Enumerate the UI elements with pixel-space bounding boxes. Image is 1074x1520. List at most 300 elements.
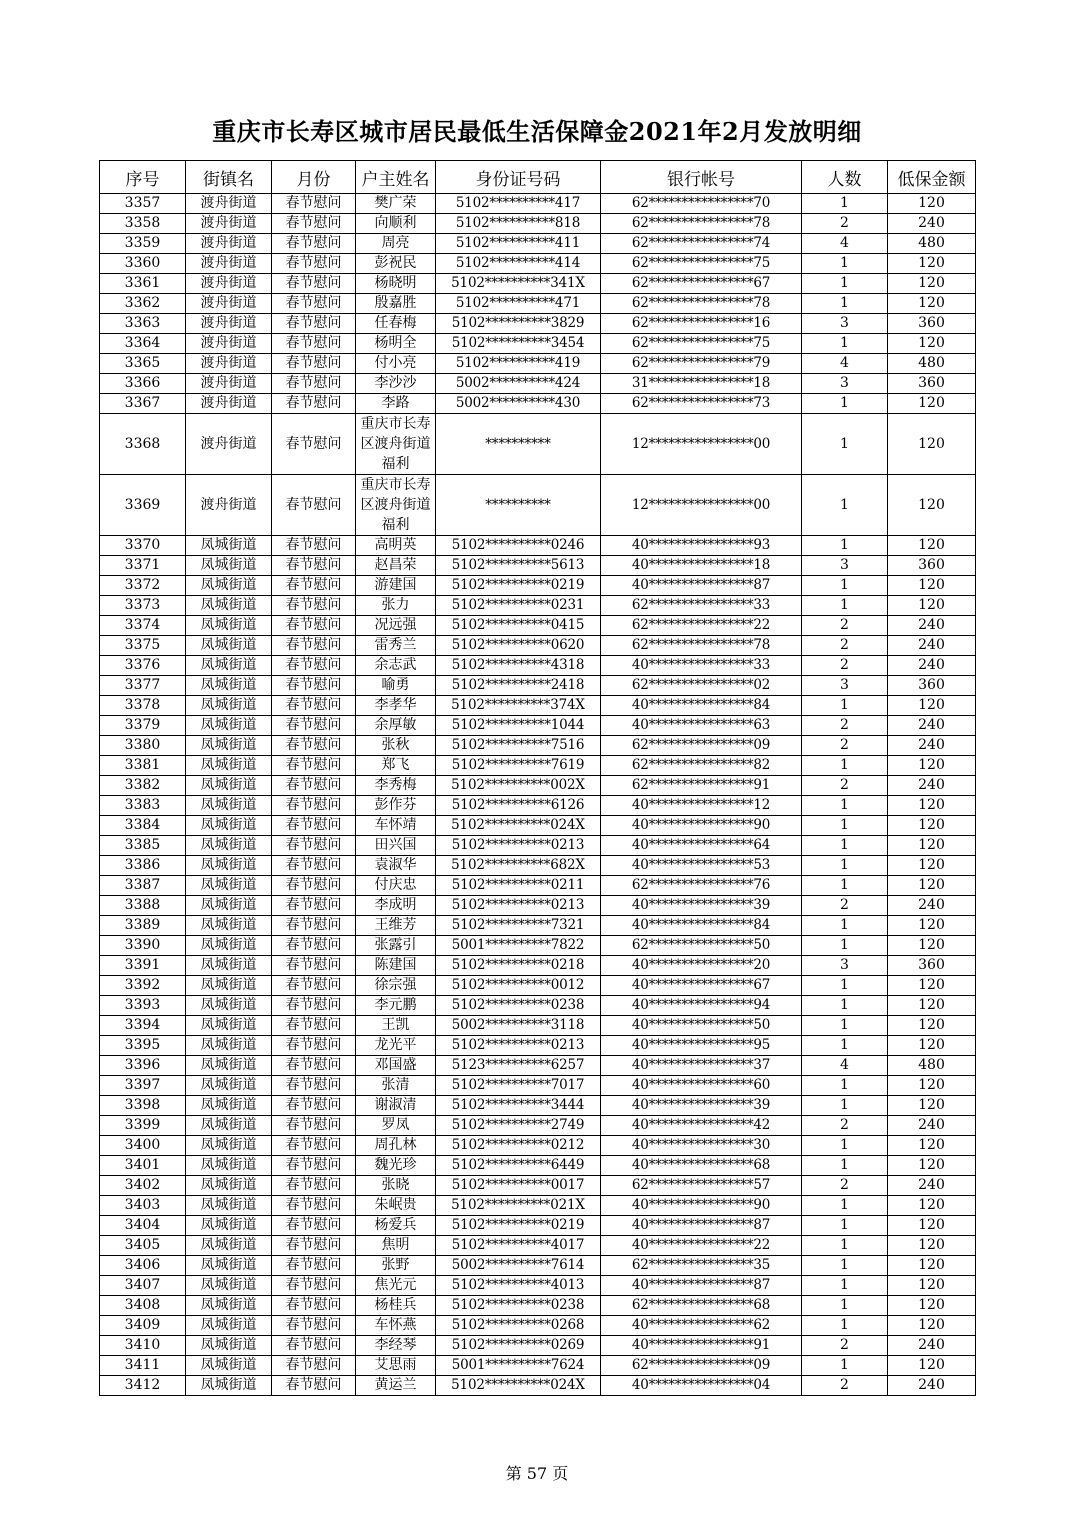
street-cell: 渡舟街道 — [186, 274, 272, 294]
householder-cell: 焦明 — [356, 1236, 436, 1256]
serial-cell: 3397 — [100, 1076, 186, 1096]
serial-cell: 3412 — [100, 1376, 186, 1396]
month-cell: 春节慰问 — [272, 1316, 356, 1336]
month-cell: 春节慰问 — [272, 274, 356, 294]
month-cell: 春节慰问 — [272, 1136, 356, 1156]
id-number-cell: 5102**********419 — [436, 354, 601, 374]
householder-cell: 任春梅 — [356, 314, 436, 334]
month-cell: 春节慰问 — [272, 1016, 356, 1036]
people-cell: 1 — [802, 1296, 888, 1316]
householder-cell: 重庆市长寿区渡舟街道福利 — [356, 414, 436, 475]
table-row — [100, 916, 976, 936]
householder-cell: 殷嘉胜 — [356, 294, 436, 314]
table-row — [100, 1076, 976, 1096]
bank-account-cell: 40****************67 — [601, 976, 802, 996]
street-cell: 渡舟街道 — [186, 254, 272, 274]
bank-account-cell: 62****************33 — [601, 596, 802, 616]
id-number-cell: 5102**********341X — [436, 274, 601, 294]
amount-cell: 120 — [888, 576, 976, 596]
month-cell: 春节慰问 — [272, 536, 356, 556]
month-cell: 春节慰问 — [272, 636, 356, 656]
amount-cell: 360 — [888, 314, 976, 334]
people-cell: 4 — [802, 1056, 888, 1076]
id-number-cell: 5102**********3454 — [436, 334, 601, 354]
street-cell: 凤城街道 — [186, 656, 272, 676]
id-number-cell: 5102**********002X — [436, 776, 601, 796]
people-cell: 2 — [802, 656, 888, 676]
serial-cell: 3402 — [100, 1176, 186, 1196]
street-cell: 渡舟街道 — [186, 374, 272, 394]
payment-table — [99, 160, 976, 1396]
month-cell: 春节慰问 — [272, 776, 356, 796]
id-number-cell: 5102**********682X — [436, 856, 601, 876]
street-cell: 凤城街道 — [186, 1056, 272, 1076]
month-cell: 春节慰问 — [272, 1296, 356, 1316]
table-row — [100, 936, 976, 956]
amount-cell: 480 — [888, 354, 976, 374]
street-cell: 凤城街道 — [186, 1236, 272, 1256]
bank-account-cell: 40****************62 — [601, 1316, 802, 1336]
month-cell: 春节慰问 — [272, 1236, 356, 1256]
amount-cell: 240 — [888, 1376, 976, 1396]
householder-cell: 李元鹏 — [356, 996, 436, 1016]
householder-cell: 李路 — [356, 394, 436, 414]
bank-account-cell: 62****************75 — [601, 254, 802, 274]
id-number-cell: 5102**********6449 — [436, 1156, 601, 1176]
table-row — [100, 294, 976, 314]
table-row — [100, 1096, 976, 1116]
householder-cell: 李经琴 — [356, 1336, 436, 1356]
bank-account-cell: 62****************70 — [601, 194, 802, 214]
serial-cell: 3366 — [100, 374, 186, 394]
serial-cell: 3392 — [100, 976, 186, 996]
id-number-cell: 5102**********0246 — [436, 536, 601, 556]
table-row — [100, 836, 976, 856]
amount-cell: 120 — [888, 1016, 976, 1036]
header-householder: 户主姓名 — [356, 161, 436, 194]
serial-cell: 3364 — [100, 334, 186, 354]
householder-cell: 张露引 — [356, 936, 436, 956]
month-cell: 春节慰问 — [272, 936, 356, 956]
amount-cell: 120 — [888, 756, 976, 776]
street-cell: 凤城街道 — [186, 716, 272, 736]
amount-cell: 120 — [888, 274, 976, 294]
amount-cell: 120 — [888, 394, 976, 414]
people-cell: 1 — [802, 996, 888, 1016]
header-people: 人数 — [802, 161, 888, 194]
table-row — [100, 696, 976, 716]
street-cell: 凤城街道 — [186, 1276, 272, 1296]
people-cell: 1 — [802, 876, 888, 896]
id-number-cell: ********** — [436, 475, 601, 536]
bank-account-cell: 40****************60 — [601, 1076, 802, 1096]
month-cell: 春节慰问 — [272, 876, 356, 896]
bank-account-cell: 62****************16 — [601, 314, 802, 334]
id-number-cell: 5102**********7619 — [436, 756, 601, 776]
amount-cell: 120 — [888, 475, 976, 536]
street-cell: 凤城街道 — [186, 1316, 272, 1336]
id-number-cell: ********** — [436, 414, 601, 475]
people-cell: 1 — [802, 194, 888, 214]
amount-cell: 120 — [888, 254, 976, 274]
page-title: 重庆市长寿区城市居民最低生活保障金2021年2月发放明细 — [212, 117, 862, 146]
householder-cell: 魏光珍 — [356, 1156, 436, 1176]
people-cell: 1 — [802, 294, 888, 314]
table-row — [100, 536, 976, 556]
id-number-cell: 5123**********6257 — [436, 1056, 601, 1076]
id-number-cell: 5102**********0213 — [436, 836, 601, 856]
month-cell: 春节慰问 — [272, 294, 356, 314]
bank-account-cell: 40****************95 — [601, 1036, 802, 1056]
people-cell: 1 — [802, 475, 888, 536]
householder-cell: 李成明 — [356, 896, 436, 916]
table-row — [100, 1256, 976, 1276]
people-cell: 2 — [802, 636, 888, 656]
month-cell: 春节慰问 — [272, 1056, 356, 1076]
amount-cell: 120 — [888, 1196, 976, 1216]
householder-cell: 杨晓明 — [356, 274, 436, 294]
bank-account-cell: 62****************76 — [601, 876, 802, 896]
bank-account-cell: 62****************09 — [601, 1356, 802, 1376]
serial-cell: 3376 — [100, 656, 186, 676]
serial-cell: 3403 — [100, 1196, 186, 1216]
id-number-cell: 5102**********0213 — [436, 1036, 601, 1056]
serial-cell: 3372 — [100, 576, 186, 596]
id-number-cell: 5102**********0269 — [436, 1336, 601, 1356]
serial-cell: 3409 — [100, 1316, 186, 1336]
street-cell: 凤城街道 — [186, 856, 272, 876]
street-cell: 凤城街道 — [186, 736, 272, 756]
id-number-cell: 5102**********0238 — [436, 996, 601, 1016]
people-cell: 1 — [802, 1276, 888, 1296]
id-number-cell: 5102**********0620 — [436, 636, 601, 656]
householder-cell: 王凯 — [356, 1016, 436, 1036]
month-cell: 春节慰问 — [272, 254, 356, 274]
table-row — [100, 616, 976, 636]
bank-account-cell: 40****************33 — [601, 656, 802, 676]
people-cell: 1 — [802, 756, 888, 776]
table-row — [100, 796, 976, 816]
street-cell: 凤城街道 — [186, 956, 272, 976]
householder-cell: 徐宗强 — [356, 976, 436, 996]
month-cell: 春节慰问 — [272, 796, 356, 816]
amount-cell: 120 — [888, 1136, 976, 1156]
month-cell: 春节慰问 — [272, 916, 356, 936]
street-cell: 凤城街道 — [186, 1296, 272, 1316]
people-cell: 2 — [802, 736, 888, 756]
id-number-cell: 5102**********024X — [436, 1376, 601, 1396]
bank-account-cell: 62****************78 — [601, 214, 802, 234]
bank-account-cell: 40****************04 — [601, 1376, 802, 1396]
month-cell: 春节慰问 — [272, 394, 356, 414]
bank-account-cell: 62****************57 — [601, 1176, 802, 1196]
month-cell: 春节慰问 — [272, 1356, 356, 1376]
people-cell: 1 — [802, 1036, 888, 1056]
table-row — [100, 1116, 976, 1136]
householder-cell: 彭祝民 — [356, 254, 436, 274]
amount-cell: 120 — [888, 816, 976, 836]
householder-cell: 赵昌荣 — [356, 556, 436, 576]
bank-account-cell: 40****************94 — [601, 996, 802, 1016]
serial-cell: 3390 — [100, 936, 186, 956]
serial-cell: 3404 — [100, 1216, 186, 1236]
householder-cell: 杨爱兵 — [356, 1216, 436, 1236]
householder-cell: 余厚敏 — [356, 716, 436, 736]
serial-cell: 3400 — [100, 1136, 186, 1156]
householder-cell: 艾思雨 — [356, 1356, 436, 1376]
people-cell: 1 — [802, 916, 888, 936]
householder-cell: 李秀梅 — [356, 776, 436, 796]
street-cell: 凤城街道 — [186, 916, 272, 936]
month-cell: 春节慰问 — [272, 676, 356, 696]
amount-cell: 240 — [888, 214, 976, 234]
bank-account-cell: 40****************42 — [601, 1116, 802, 1136]
bank-account-cell: 40****************87 — [601, 576, 802, 596]
id-number-cell: 5001**********7822 — [436, 936, 601, 956]
householder-cell: 黄运兰 — [356, 1376, 436, 1396]
serial-cell: 3401 — [100, 1156, 186, 1176]
header-bank-account: 银行帐号 — [601, 161, 802, 194]
table-row — [100, 636, 976, 656]
id-number-cell: 5102**********0213 — [436, 896, 601, 916]
month-cell: 春节慰问 — [272, 1096, 356, 1116]
people-cell: 2 — [802, 716, 888, 736]
amount-cell: 240 — [888, 716, 976, 736]
table-row — [100, 996, 976, 1016]
id-number-cell: 5102**********5613 — [436, 556, 601, 576]
serial-cell: 3370 — [100, 536, 186, 556]
street-cell: 凤城街道 — [186, 1376, 272, 1396]
id-number-cell: 5001**********7624 — [436, 1356, 601, 1376]
month-cell: 春节慰问 — [272, 214, 356, 234]
amount-cell: 120 — [888, 1036, 976, 1056]
amount-cell: 240 — [888, 1116, 976, 1136]
people-cell: 1 — [802, 1156, 888, 1176]
amount-cell: 120 — [888, 936, 976, 956]
householder-cell: 车怀靖 — [356, 816, 436, 836]
header-id-number: 身份证号码 — [436, 161, 601, 194]
street-cell: 渡舟街道 — [186, 475, 272, 536]
amount-cell: 120 — [888, 796, 976, 816]
table-row — [100, 475, 976, 536]
id-number-cell: 5102**********7321 — [436, 916, 601, 936]
id-number-cell: 5102**********414 — [436, 254, 601, 274]
serial-cell: 3367 — [100, 394, 186, 414]
serial-cell: 3380 — [100, 736, 186, 756]
table-row — [100, 314, 976, 334]
serial-cell: 3359 — [100, 234, 186, 254]
householder-cell: 张清 — [356, 1076, 436, 1096]
bank-account-cell: 40****************91 — [601, 1336, 802, 1356]
householder-cell: 王维芳 — [356, 916, 436, 936]
street-cell: 凤城街道 — [186, 1356, 272, 1376]
month-cell: 春节慰问 — [272, 976, 356, 996]
serial-cell: 3394 — [100, 1016, 186, 1036]
table-row — [100, 374, 976, 394]
bank-account-cell: 62****************78 — [601, 636, 802, 656]
bank-account-cell: 40****************68 — [601, 1156, 802, 1176]
serial-cell: 3387 — [100, 876, 186, 896]
householder-cell: 游建国 — [356, 576, 436, 596]
bank-account-cell: 62****************22 — [601, 616, 802, 636]
householder-cell: 李沙沙 — [356, 374, 436, 394]
month-cell: 春节慰问 — [272, 716, 356, 736]
serial-cell: 3357 — [100, 194, 186, 214]
serial-cell: 3382 — [100, 776, 186, 796]
table-header-row — [100, 161, 976, 194]
amount-cell: 360 — [888, 374, 976, 394]
table-row — [100, 1016, 976, 1036]
amount-cell: 240 — [888, 1176, 976, 1196]
amount-cell: 120 — [888, 836, 976, 856]
month-cell: 春节慰问 — [272, 556, 356, 576]
amount-cell: 240 — [888, 1336, 976, 1356]
serial-cell: 3410 — [100, 1336, 186, 1356]
householder-cell: 田兴国 — [356, 836, 436, 856]
amount-cell: 120 — [888, 596, 976, 616]
id-number-cell: 5102**********6126 — [436, 796, 601, 816]
id-number-cell: 5102**********4017 — [436, 1236, 601, 1256]
people-cell: 3 — [802, 676, 888, 696]
table-row — [100, 1316, 976, 1336]
street-cell: 凤城街道 — [186, 1216, 272, 1236]
people-cell: 1 — [802, 576, 888, 596]
street-cell: 凤城街道 — [186, 1016, 272, 1036]
amount-cell: 480 — [888, 234, 976, 254]
bank-account-cell: 62****************73 — [601, 394, 802, 414]
street-cell: 凤城街道 — [186, 776, 272, 796]
street-cell: 渡舟街道 — [186, 414, 272, 475]
amount-cell: 120 — [888, 1296, 976, 1316]
serial-cell: 3399 — [100, 1116, 186, 1136]
id-number-cell: 5002**********424 — [436, 374, 601, 394]
bank-account-cell: 12****************00 — [601, 414, 802, 475]
table-row — [100, 1156, 976, 1176]
month-cell: 春节慰问 — [272, 996, 356, 1016]
householder-cell: 邓国盛 — [356, 1056, 436, 1076]
householder-cell: 付小亮 — [356, 354, 436, 374]
people-cell: 1 — [802, 816, 888, 836]
month-cell: 春节慰问 — [272, 816, 356, 836]
street-cell: 凤城街道 — [186, 896, 272, 916]
id-number-cell: 5102**********0017 — [436, 1176, 601, 1196]
street-cell: 渡舟街道 — [186, 234, 272, 254]
serial-cell: 3411 — [100, 1356, 186, 1376]
id-number-cell: 5102**********2418 — [436, 676, 601, 696]
month-cell: 春节慰问 — [272, 234, 356, 254]
page-number: 第 57 页 — [505, 1464, 569, 1483]
table-row — [100, 596, 976, 616]
id-number-cell: 5102**********0219 — [436, 1216, 601, 1236]
street-cell: 凤城街道 — [186, 756, 272, 776]
people-cell: 2 — [802, 1336, 888, 1356]
bank-account-cell: 62****************67 — [601, 274, 802, 294]
people-cell: 3 — [802, 556, 888, 576]
amount-cell: 120 — [888, 1356, 976, 1376]
amount-cell: 120 — [888, 1316, 976, 1336]
street-cell: 凤城街道 — [186, 996, 272, 1016]
street-cell: 渡舟街道 — [186, 394, 272, 414]
bank-account-cell: 62****************02 — [601, 676, 802, 696]
table-row — [100, 576, 976, 596]
householder-cell: 张野 — [356, 1256, 436, 1276]
amount-cell: 360 — [888, 956, 976, 976]
serial-cell: 3405 — [100, 1236, 186, 1256]
people-cell: 2 — [802, 214, 888, 234]
amount-cell: 240 — [888, 776, 976, 796]
people-cell: 3 — [802, 374, 888, 394]
amount-cell: 120 — [888, 856, 976, 876]
householder-cell: 杨明全 — [356, 334, 436, 354]
month-cell: 春节慰问 — [272, 896, 356, 916]
street-cell: 凤城街道 — [186, 976, 272, 996]
table-row — [100, 1336, 976, 1356]
people-cell: 1 — [802, 1316, 888, 1336]
table-row — [100, 656, 976, 676]
month-cell: 春节慰问 — [272, 736, 356, 756]
serial-cell: 3384 — [100, 816, 186, 836]
id-number-cell: 5102**********024X — [436, 816, 601, 836]
id-number-cell: 5102**********0012 — [436, 976, 601, 996]
people-cell: 1 — [802, 1356, 888, 1376]
serial-cell: 3395 — [100, 1036, 186, 1056]
householder-cell: 张秋 — [356, 736, 436, 756]
amount-cell: 120 — [888, 294, 976, 314]
street-cell: 渡舟街道 — [186, 314, 272, 334]
street-cell: 渡舟街道 — [186, 294, 272, 314]
month-cell: 春节慰问 — [272, 1076, 356, 1096]
people-cell: 1 — [802, 596, 888, 616]
table-row — [100, 1176, 976, 1196]
table-row — [100, 896, 976, 916]
amount-cell: 360 — [888, 676, 976, 696]
serial-cell: 3391 — [100, 956, 186, 976]
people-cell: 1 — [802, 1196, 888, 1216]
month-cell: 春节慰问 — [272, 194, 356, 214]
householder-cell: 袁淑华 — [356, 856, 436, 876]
street-cell: 凤城街道 — [186, 636, 272, 656]
amount-cell: 120 — [888, 414, 976, 475]
table-row — [100, 1196, 976, 1216]
people-cell: 1 — [802, 696, 888, 716]
bank-account-cell: 40****************12 — [601, 796, 802, 816]
bank-account-cell: 62****************09 — [601, 736, 802, 756]
serial-cell: 3371 — [100, 556, 186, 576]
people-cell: 1 — [802, 1216, 888, 1236]
bank-account-cell: 40****************50 — [601, 1016, 802, 1036]
amount-cell: 240 — [888, 636, 976, 656]
people-cell: 4 — [802, 234, 888, 254]
amount-cell: 120 — [888, 334, 976, 354]
people-cell: 3 — [802, 956, 888, 976]
householder-cell: 彭作芬 — [356, 796, 436, 816]
householder-cell: 雷秀兰 — [356, 636, 436, 656]
month-cell: 春节慰问 — [272, 596, 356, 616]
bank-account-cell: 40****************20 — [601, 956, 802, 976]
month-cell: 春节慰问 — [272, 656, 356, 676]
householder-cell: 张力 — [356, 596, 436, 616]
street-cell: 凤城街道 — [186, 1036, 272, 1056]
street-cell: 渡舟街道 — [186, 194, 272, 214]
month-cell: 春节慰问 — [272, 756, 356, 776]
table-row — [100, 254, 976, 274]
street-cell: 渡舟街道 — [186, 334, 272, 354]
id-number-cell: 5102**********471 — [436, 294, 601, 314]
street-cell: 凤城街道 — [186, 536, 272, 556]
id-number-cell: 5102**********1044 — [436, 716, 601, 736]
table-row — [100, 976, 976, 996]
people-cell: 2 — [802, 776, 888, 796]
